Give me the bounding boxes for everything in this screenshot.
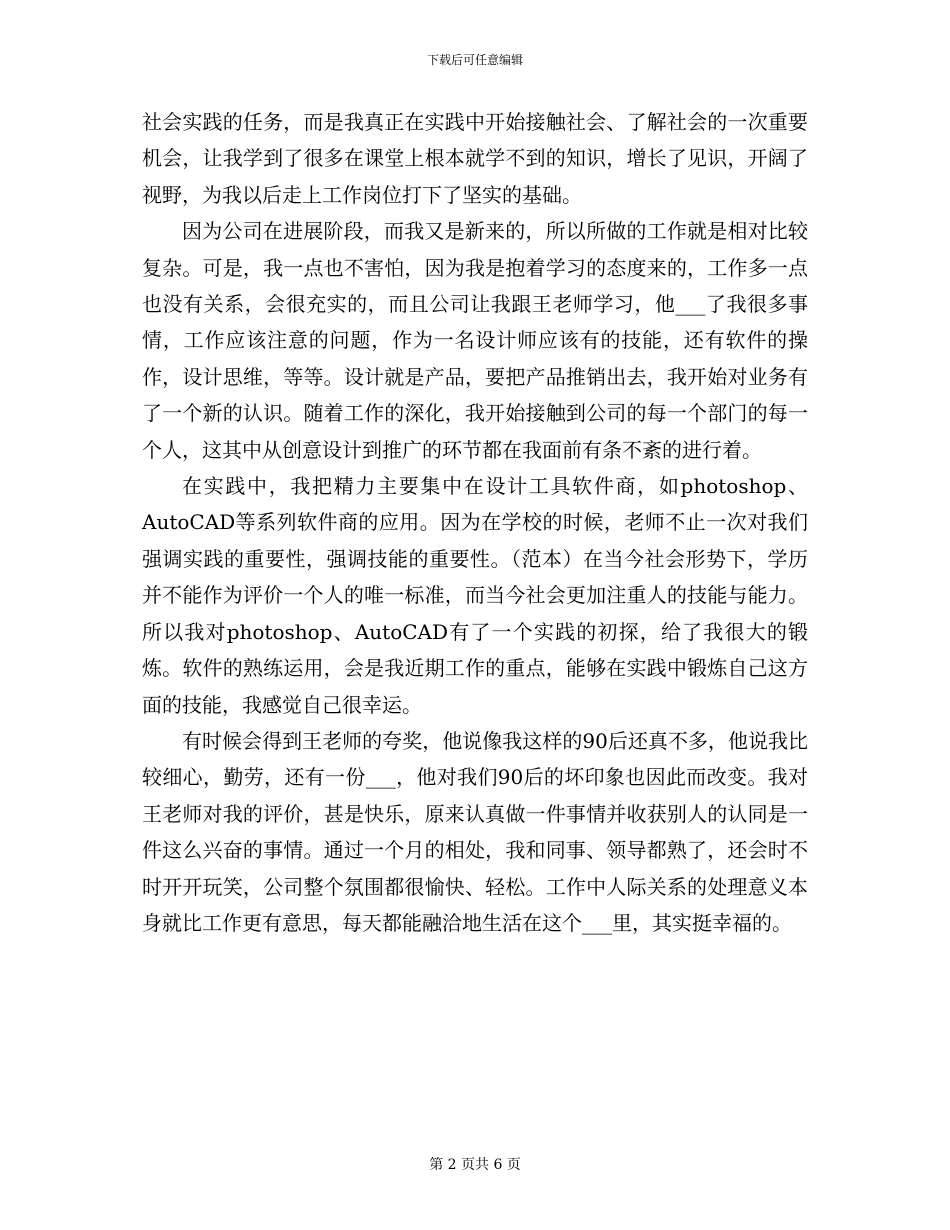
paragraph-2: 因为公司在进展阶段，而我又是新来的，所以所做的工作就是相对比较复杂。可是，我一点也不害怕，因为我是抱着学习的态度来的，工作多一点也没有关系，会很充实的，而且公司让我跟王老师学习，他___了我很多事情，工作应该注意的问题，作为一名设计师应该有的技能，还有软件的操作，设计思维，等等。设计就是产品，要把产品推销出去，我开始对业务有了一个新的认识。随着工作的深化，我开始接触到公司的每一个部门的每一个人，这其中从创意设计到推广的环节都在我面前有条不紊的进行着。 (142, 219, 808, 462)
paragraph-1: 社会实践的任务，而是我真正在实践中开始接触社会、了解社会的一次重要机会，让我学到了很多在课堂上根本就学不到的知识，增长了见识，开阔了视野，为我以后走上工作岗位打下了坚实的基础。 (142, 110, 808, 207)
paragraph-4: 有时候会得到王老师的夸奖，他说像我这样的90后还真不多，他说我比较细心，勤劳，还有一份___，他对我们90后的坏印象也因此而改变。我对王老师对我的评价，甚是快乐，原来认真做一件事情并收获别人的认同是一件这么兴奋的事情。通过一个月的相处，我和同事、领导都熟了，还会时不时开开玩笑，公司整个氛围都很愉快、轻松。工作中人际关系的处理意义本身就比工作更有意思，每天都能融洽地生活在这个___里，其实挺幸福的。 (142, 728, 808, 935)
page-header: 下载后可任意编辑 (426, 53, 523, 67)
paragraph-3: 在实践中，我把精力主要集中在设计工具软件商，如photoshop、AutoCAD等系列软件商的应用。因为在学校的时候，老师不止一次对我们强调实践的重要性，强调技能的重要性。（范本）在当今社会形势下，学历并不能作为评价一个人的唯一标准，而当今社会更加注重人的技能与能力。所以我对photoshop、AutoCAD有了一个实践的初探，给了我很大的锻炼。软件的熟练运用，会是我近期工作的重点，能够在实践中锻炼自己这方面的技能，我感觉自己很幸运。 (142, 474, 808, 717)
page-number-footer: 第 2 页共 6 页 (429, 1157, 521, 1173)
document-body (142, 104, 808, 941)
